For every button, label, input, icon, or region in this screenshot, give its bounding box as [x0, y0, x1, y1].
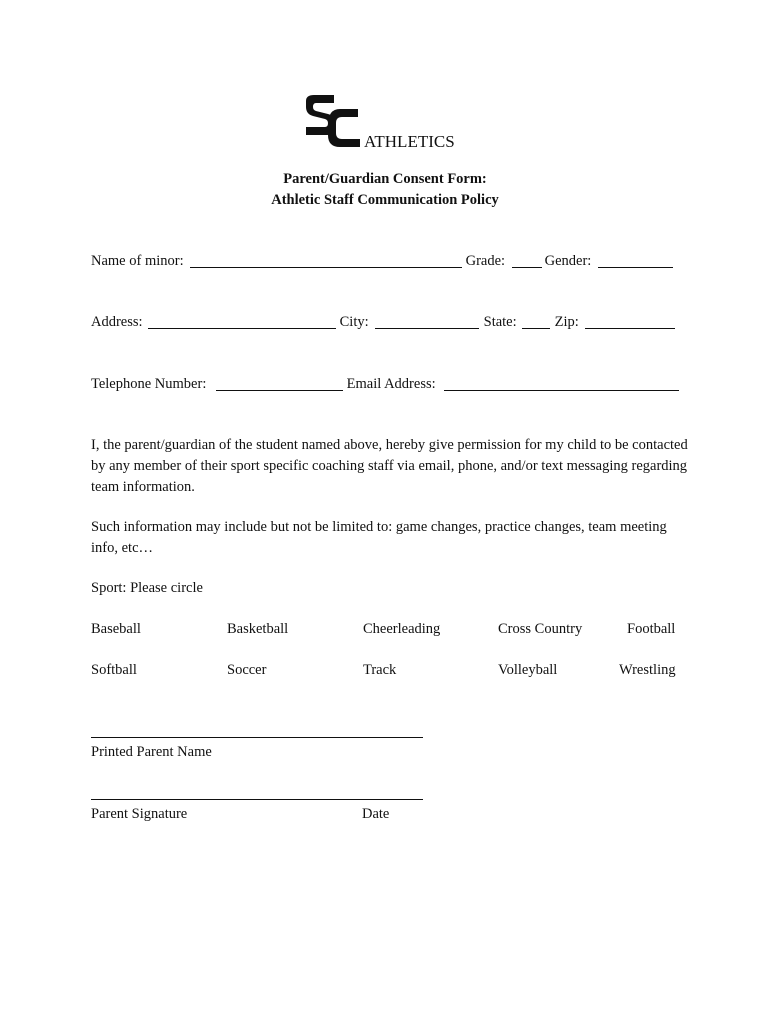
- info-paragraph: Such information may include but not be limited to: game changes, practice changes, team meeting info, etc…: [91, 519, 667, 556]
- sport-option-track[interactable]: Track: [363, 662, 397, 678]
- form-title: Parent/Guardian Consent Form:: [283, 171, 487, 187]
- date-label: Date: [362, 806, 390, 822]
- name-of-minor-field[interactable]: [190, 267, 462, 268]
- address-field[interactable]: [148, 328, 336, 329]
- state-field[interactable]: [522, 328, 550, 329]
- logo-wordmark: ATHLETICS: [364, 132, 455, 151]
- zip-label: Zip:: [551, 314, 583, 330]
- signature-label: Parent Signature: [91, 806, 188, 822]
- telephone-label: Telephone Number:: [91, 376, 210, 392]
- printed-name-line[interactable]: [91, 737, 423, 738]
- city-label: City:: [336, 314, 373, 330]
- sport-option-baseball[interactable]: Baseball: [91, 621, 141, 637]
- sport-option-wrestling[interactable]: Wrestling: [619, 662, 676, 678]
- sc-logo-icon: [300, 93, 368, 149]
- sport-option-cheerleading[interactable]: Cheerleading: [363, 621, 441, 637]
- sport-option-football[interactable]: Football: [627, 621, 676, 637]
- grade-field[interactable]: [512, 267, 542, 268]
- sport-option-cross-country[interactable]: Cross Country: [498, 621, 583, 637]
- name-of-minor-label: Name of minor:: [91, 253, 188, 269]
- telephone-field[interactable]: [216, 390, 343, 391]
- zip-field[interactable]: [585, 328, 675, 329]
- sport-option-softball[interactable]: Softball: [91, 662, 137, 678]
- address-label: Address:: [91, 314, 147, 330]
- city-field[interactable]: [375, 328, 479, 329]
- gender-field[interactable]: [598, 267, 673, 268]
- consent-paragraph: I, the parent/guardian of the student named above, hereby give permission for my child to be contacted by any member of their sport specific coaching staff via email, phone, and/or text messaging regarding team information.: [91, 437, 688, 495]
- sport-option-basketball[interactable]: Basketball: [227, 621, 289, 637]
- email-field[interactable]: [444, 390, 679, 391]
- printed-name-label: Printed Parent Name: [91, 744, 212, 760]
- form-subtitle: Athletic Staff Communication Policy: [271, 192, 499, 208]
- state-label: State:: [480, 314, 521, 330]
- gender-label: Gender:: [541, 253, 595, 269]
- sport-option-volleyball[interactable]: Volleyball: [498, 662, 558, 678]
- email-label: Email Address:: [343, 376, 440, 392]
- signature-line[interactable]: [91, 799, 423, 800]
- grade-label: Grade:: [462, 253, 509, 269]
- sport-option-soccer[interactable]: Soccer: [227, 662, 267, 678]
- sport-prompt: Sport: Please circle: [91, 580, 203, 596]
